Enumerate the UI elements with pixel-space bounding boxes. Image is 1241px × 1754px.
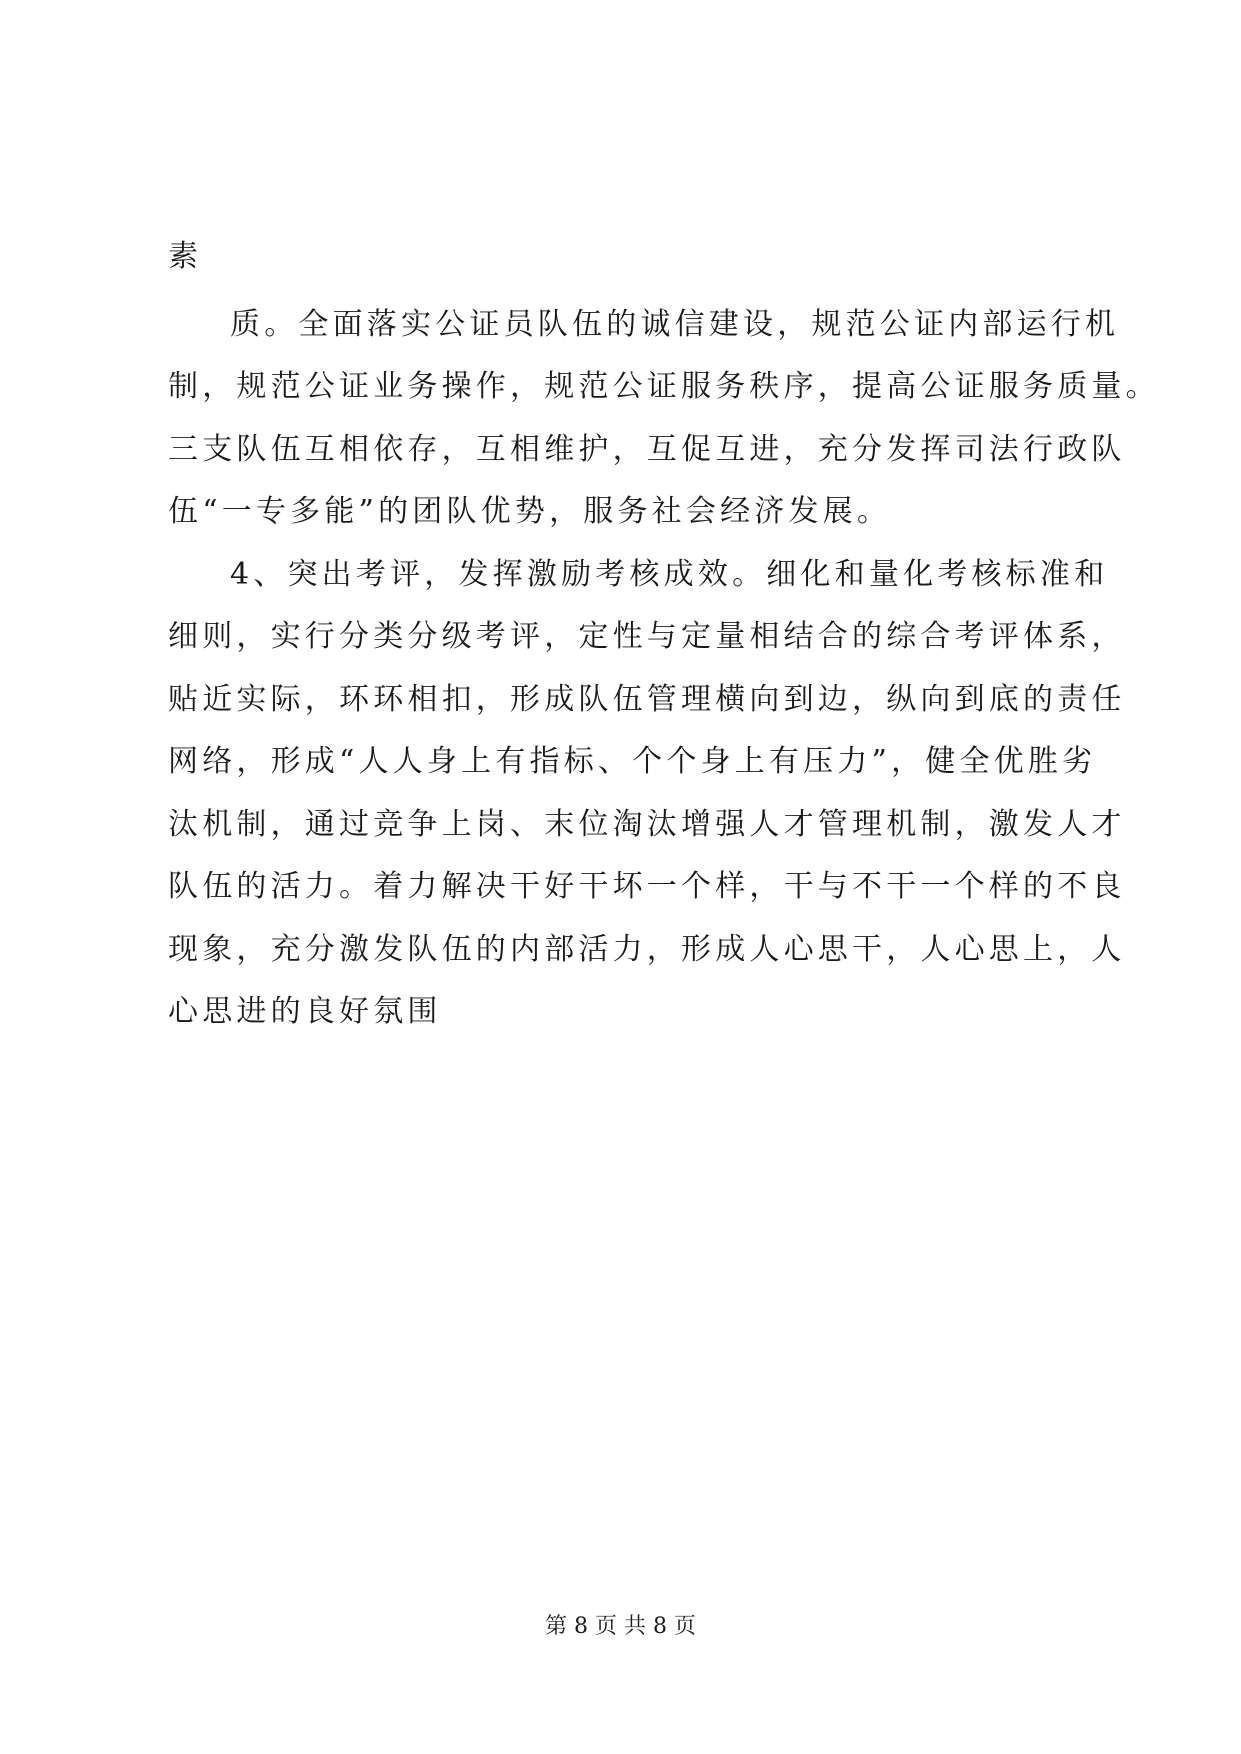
text-line-6: 4、突出考评，发挥激励考核成效。细化和量化考核标准和 — [230, 557, 1109, 592]
text-line-2: 质。全面落实公证员队伍的诚信建设，规范公证内部运行机 — [230, 307, 1120, 342]
text-line-4: 三支队伍互相依存，互相维护，互促互进，充分发挥司法行政队 — [168, 432, 1126, 467]
page-footer: 第 8 页 共 8 页 — [545, 1614, 696, 1639]
text-line-11: 队伍的活力。着力解决干好干坏一个样，干与不干一个样的不良 — [168, 869, 1126, 904]
text-line-13: 心思进的良好氛围 — [168, 994, 442, 1029]
text-line-1: 素 — [168, 239, 203, 274]
text-line-12: 现象，充分激发队伍的内部活力，形成人心思干，人心思上，人 — [168, 932, 1126, 967]
text-line-7: 细则，实行分类分级考评，定性与定量相结合的综合考评体系， — [168, 619, 1126, 654]
text-line-9: 网络，形成“人人身上有指标、个个身上有压力”，健全优胜劣 — [168, 744, 1097, 779]
text-line-5: 伍“一专多能”的团队优势，服务社会经济发展。 — [168, 494, 892, 529]
text-line-3: 制，规范公证业务操作，规范公证服务秩序，提高公证服务质量。 — [168, 369, 1160, 404]
text-line-10: 汰机制，通过竞争上岗、末位淘汰增强人才管理机制，激发人才 — [168, 807, 1126, 842]
text-line-8: 贴近实际，环环相扣，形成队伍管理横向到边，纵向到底的责任 — [168, 682, 1126, 717]
